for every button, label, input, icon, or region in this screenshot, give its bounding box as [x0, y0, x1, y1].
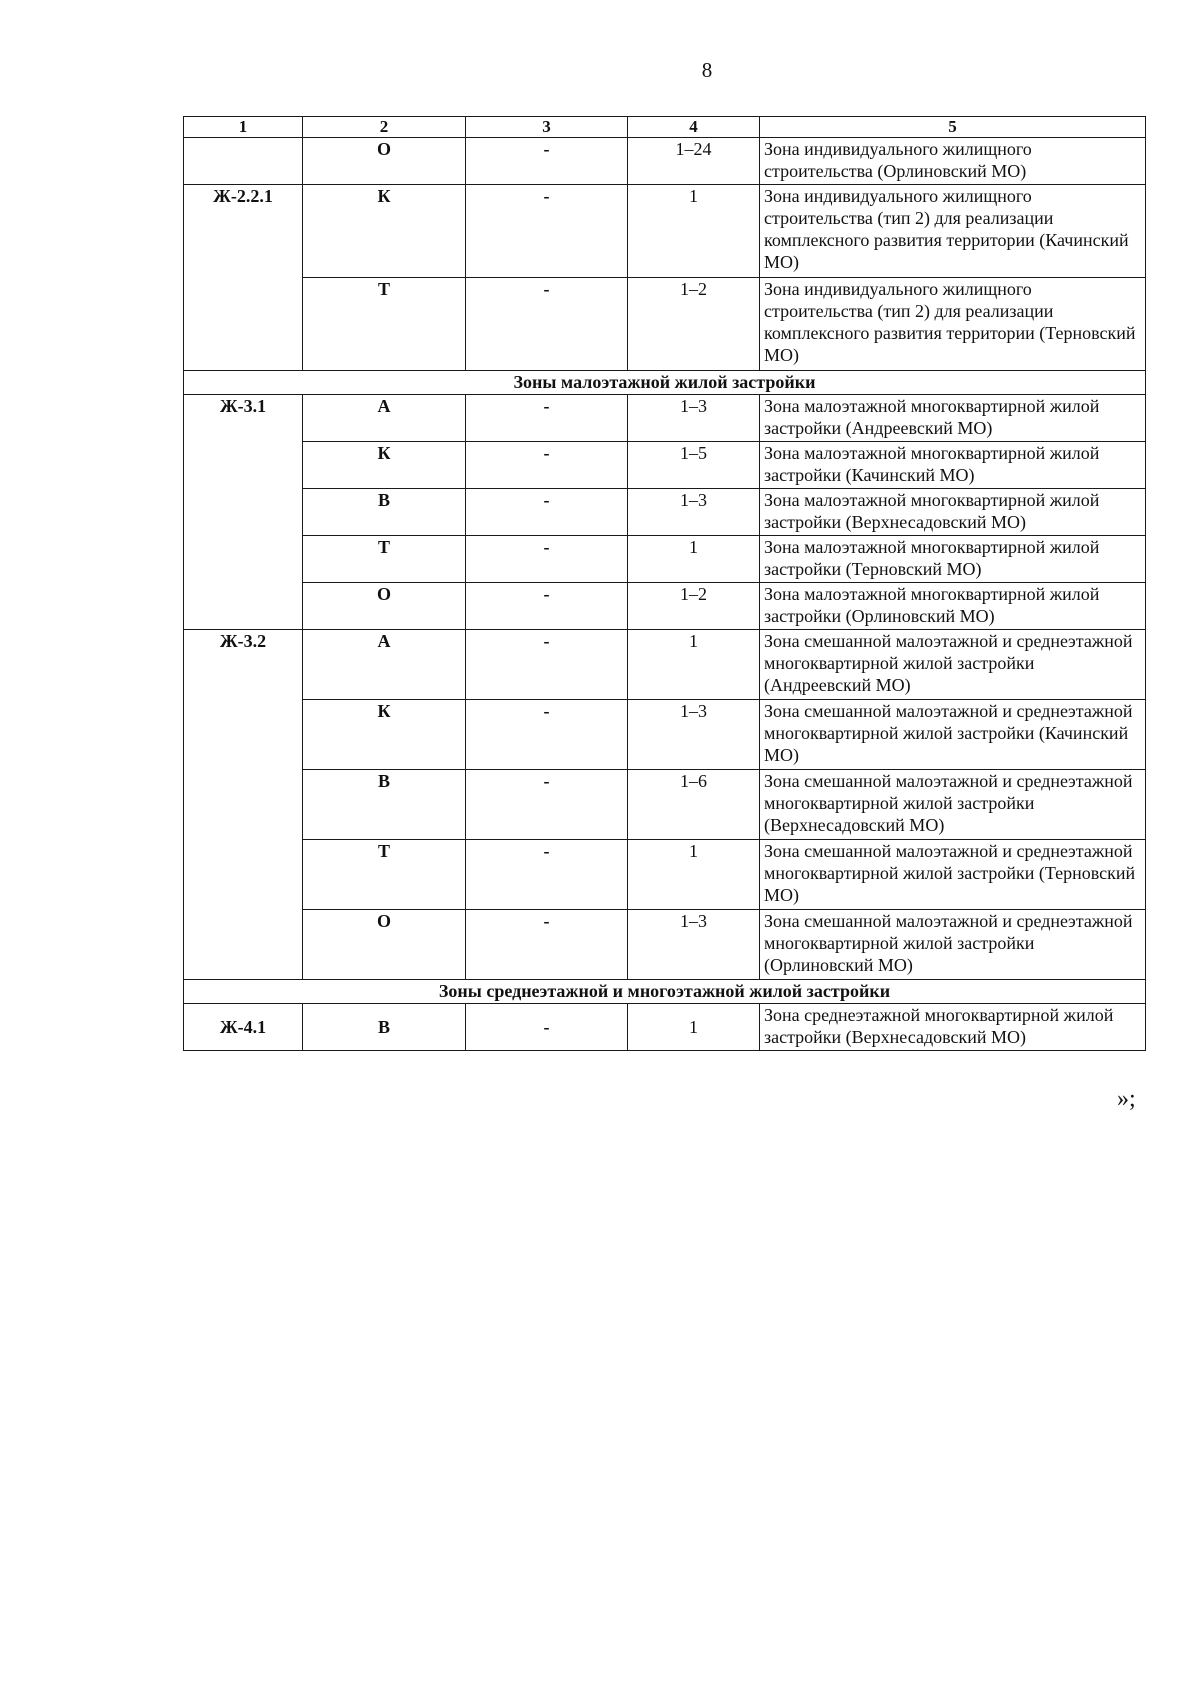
column-3-cell: - — [466, 536, 628, 583]
table-row — [184, 910, 1146, 980]
table-row — [184, 536, 1146, 583]
municipality-letter-cell: Т — [303, 278, 466, 371]
column-4-cell: 1–24 — [628, 138, 760, 185]
table-row — [184, 770, 1146, 840]
column-4-cell: 1 — [628, 185, 760, 278]
table-row — [184, 840, 1146, 910]
zone-description-cell: Зона малоэтажной многоквартирной жилой застройки (Верхнесадовский МО) — [760, 489, 1146, 536]
municipality-letter-cell: В — [303, 770, 466, 840]
column-3-cell: - — [466, 278, 628, 371]
column-3-cell: - — [466, 1004, 628, 1051]
zone-description-cell: Зона малоэтажной многоквартирной жилой застройки (Качинский МО) — [760, 442, 1146, 489]
column-4-cell: 1–6 — [628, 770, 760, 840]
column-header: 5 — [760, 117, 1146, 138]
column-3-cell: - — [466, 185, 628, 278]
column-3-cell: - — [466, 770, 628, 840]
municipality-letter-cell: Т — [303, 840, 466, 910]
column-header: 1 — [184, 117, 303, 138]
zone-description-cell: Зона индивидуального жилищного строительства (тип 2) для реализации комплексного развития территории (Терновский МО) — [760, 278, 1146, 371]
zone-code-cell: Ж-3.1 — [184, 395, 303, 630]
closing-quote-mark: »; — [1117, 1086, 1136, 1112]
column-3-cell: - — [466, 630, 628, 700]
municipality-letter-cell: В — [303, 1004, 466, 1051]
zone-description-cell: Зона малоэтажной многоквартирной жилой застройки (Андреевский МО) — [760, 395, 1146, 442]
column-4-cell: 1–3 — [628, 700, 760, 770]
column-4-cell: 1 — [628, 536, 760, 583]
zone-description-cell: Зона смешанной малоэтажной и среднеэтажной многоквартирной жилой застройки (Терновский МО) — [760, 840, 1146, 910]
zone-code-cell: Ж-4.1 — [184, 1004, 303, 1051]
column-3-cell: - — [466, 138, 628, 185]
municipality-letter-cell: О — [303, 138, 466, 185]
table-row — [184, 442, 1146, 489]
column-3-cell: - — [466, 840, 628, 910]
section-heading-row — [184, 980, 1146, 1004]
column-4-cell: 1–5 — [628, 442, 760, 489]
table-row — [184, 278, 1146, 371]
municipality-letter-cell: О — [303, 910, 466, 980]
municipality-letter-cell: Т — [303, 536, 466, 583]
column-header: 2 — [303, 117, 466, 138]
municipality-letter-cell: А — [303, 630, 466, 700]
municipality-letter-cell: В — [303, 489, 466, 536]
municipality-letter-cell: А — [303, 395, 466, 442]
column-header: 4 — [628, 117, 760, 138]
column-3-cell: - — [466, 489, 628, 536]
table-row — [184, 630, 1146, 700]
section-heading: Зоны среднеэтажной и многоэтажной жилой застройки — [184, 980, 1146, 1004]
zone-description-cell: Зона малоэтажной многоквартирной жилой застройки (Орлиновский МО) — [760, 583, 1146, 630]
zone-description-cell: Зона смешанной малоэтажной и среднеэтажной многоквартирной жилой застройки (Качинский МО) — [760, 700, 1146, 770]
column-4-cell: 1–3 — [628, 910, 760, 980]
zone-code-cell: Ж-3.2 — [184, 630, 303, 980]
column-4-cell: 1 — [628, 1004, 760, 1051]
zones-table — [183, 116, 1146, 1051]
municipality-letter-cell: К — [303, 442, 466, 489]
table-row — [184, 700, 1146, 770]
column-header: 3 — [466, 117, 628, 138]
zone-description-cell: Зона смешанной малоэтажной и среднеэтажной многоквартирной жилой застройки (Орлиновский МО) — [760, 910, 1146, 980]
column-3-cell: - — [466, 442, 628, 489]
zone-description-cell: Зона индивидуального жилищного строительства (Орлиновский МО) — [760, 138, 1146, 185]
zone-code-cell — [184, 138, 303, 185]
column-3-cell: - — [466, 395, 628, 442]
zone-description-cell: Зона смешанной малоэтажной и среднеэтажной многоквартирной жилой застройки (Верхнесадовский МО) — [760, 770, 1146, 840]
column-4-cell: 1–2 — [628, 278, 760, 371]
column-4-cell: 1 — [628, 630, 760, 700]
table-row — [184, 185, 1146, 278]
table-row — [184, 138, 1146, 185]
zone-description-cell: Зона среднеэтажной многоквартирной жилой застройки (Верхнесадовский МО) — [760, 1004, 1146, 1051]
table-row — [184, 1004, 1146, 1051]
municipality-letter-cell: К — [303, 700, 466, 770]
municipality-letter-cell: К — [303, 185, 466, 278]
zone-code-cell: Ж-2.2.1 — [184, 185, 303, 371]
table-row — [184, 489, 1146, 536]
column-3-cell: - — [466, 583, 628, 630]
table-row — [184, 583, 1146, 630]
section-heading: Зоны малоэтажной жилой застройки — [184, 371, 1146, 395]
table-header-row — [184, 117, 1146, 138]
column-4-cell: 1 — [628, 840, 760, 910]
table-row — [184, 395, 1146, 442]
zone-description-cell: Зона индивидуального жилищного строительства (тип 2) для реализации комплексного развития территории (Качинский МО) — [760, 185, 1146, 278]
column-4-cell: 1–2 — [628, 583, 760, 630]
column-4-cell: 1–3 — [628, 395, 760, 442]
column-3-cell: - — [466, 910, 628, 980]
zone-description-cell: Зона смешанной малоэтажной и среднеэтажной многоквартирной жилой застройки (Андреевский МО) — [760, 630, 1146, 700]
column-3-cell: - — [466, 700, 628, 770]
municipality-letter-cell: О — [303, 583, 466, 630]
column-4-cell: 1–3 — [628, 489, 760, 536]
zone-description-cell: Зона малоэтажной многоквартирной жилой застройки (Терновский МО) — [760, 536, 1146, 583]
page-number: 8 — [701, 58, 713, 82]
section-heading-row — [184, 371, 1146, 395]
